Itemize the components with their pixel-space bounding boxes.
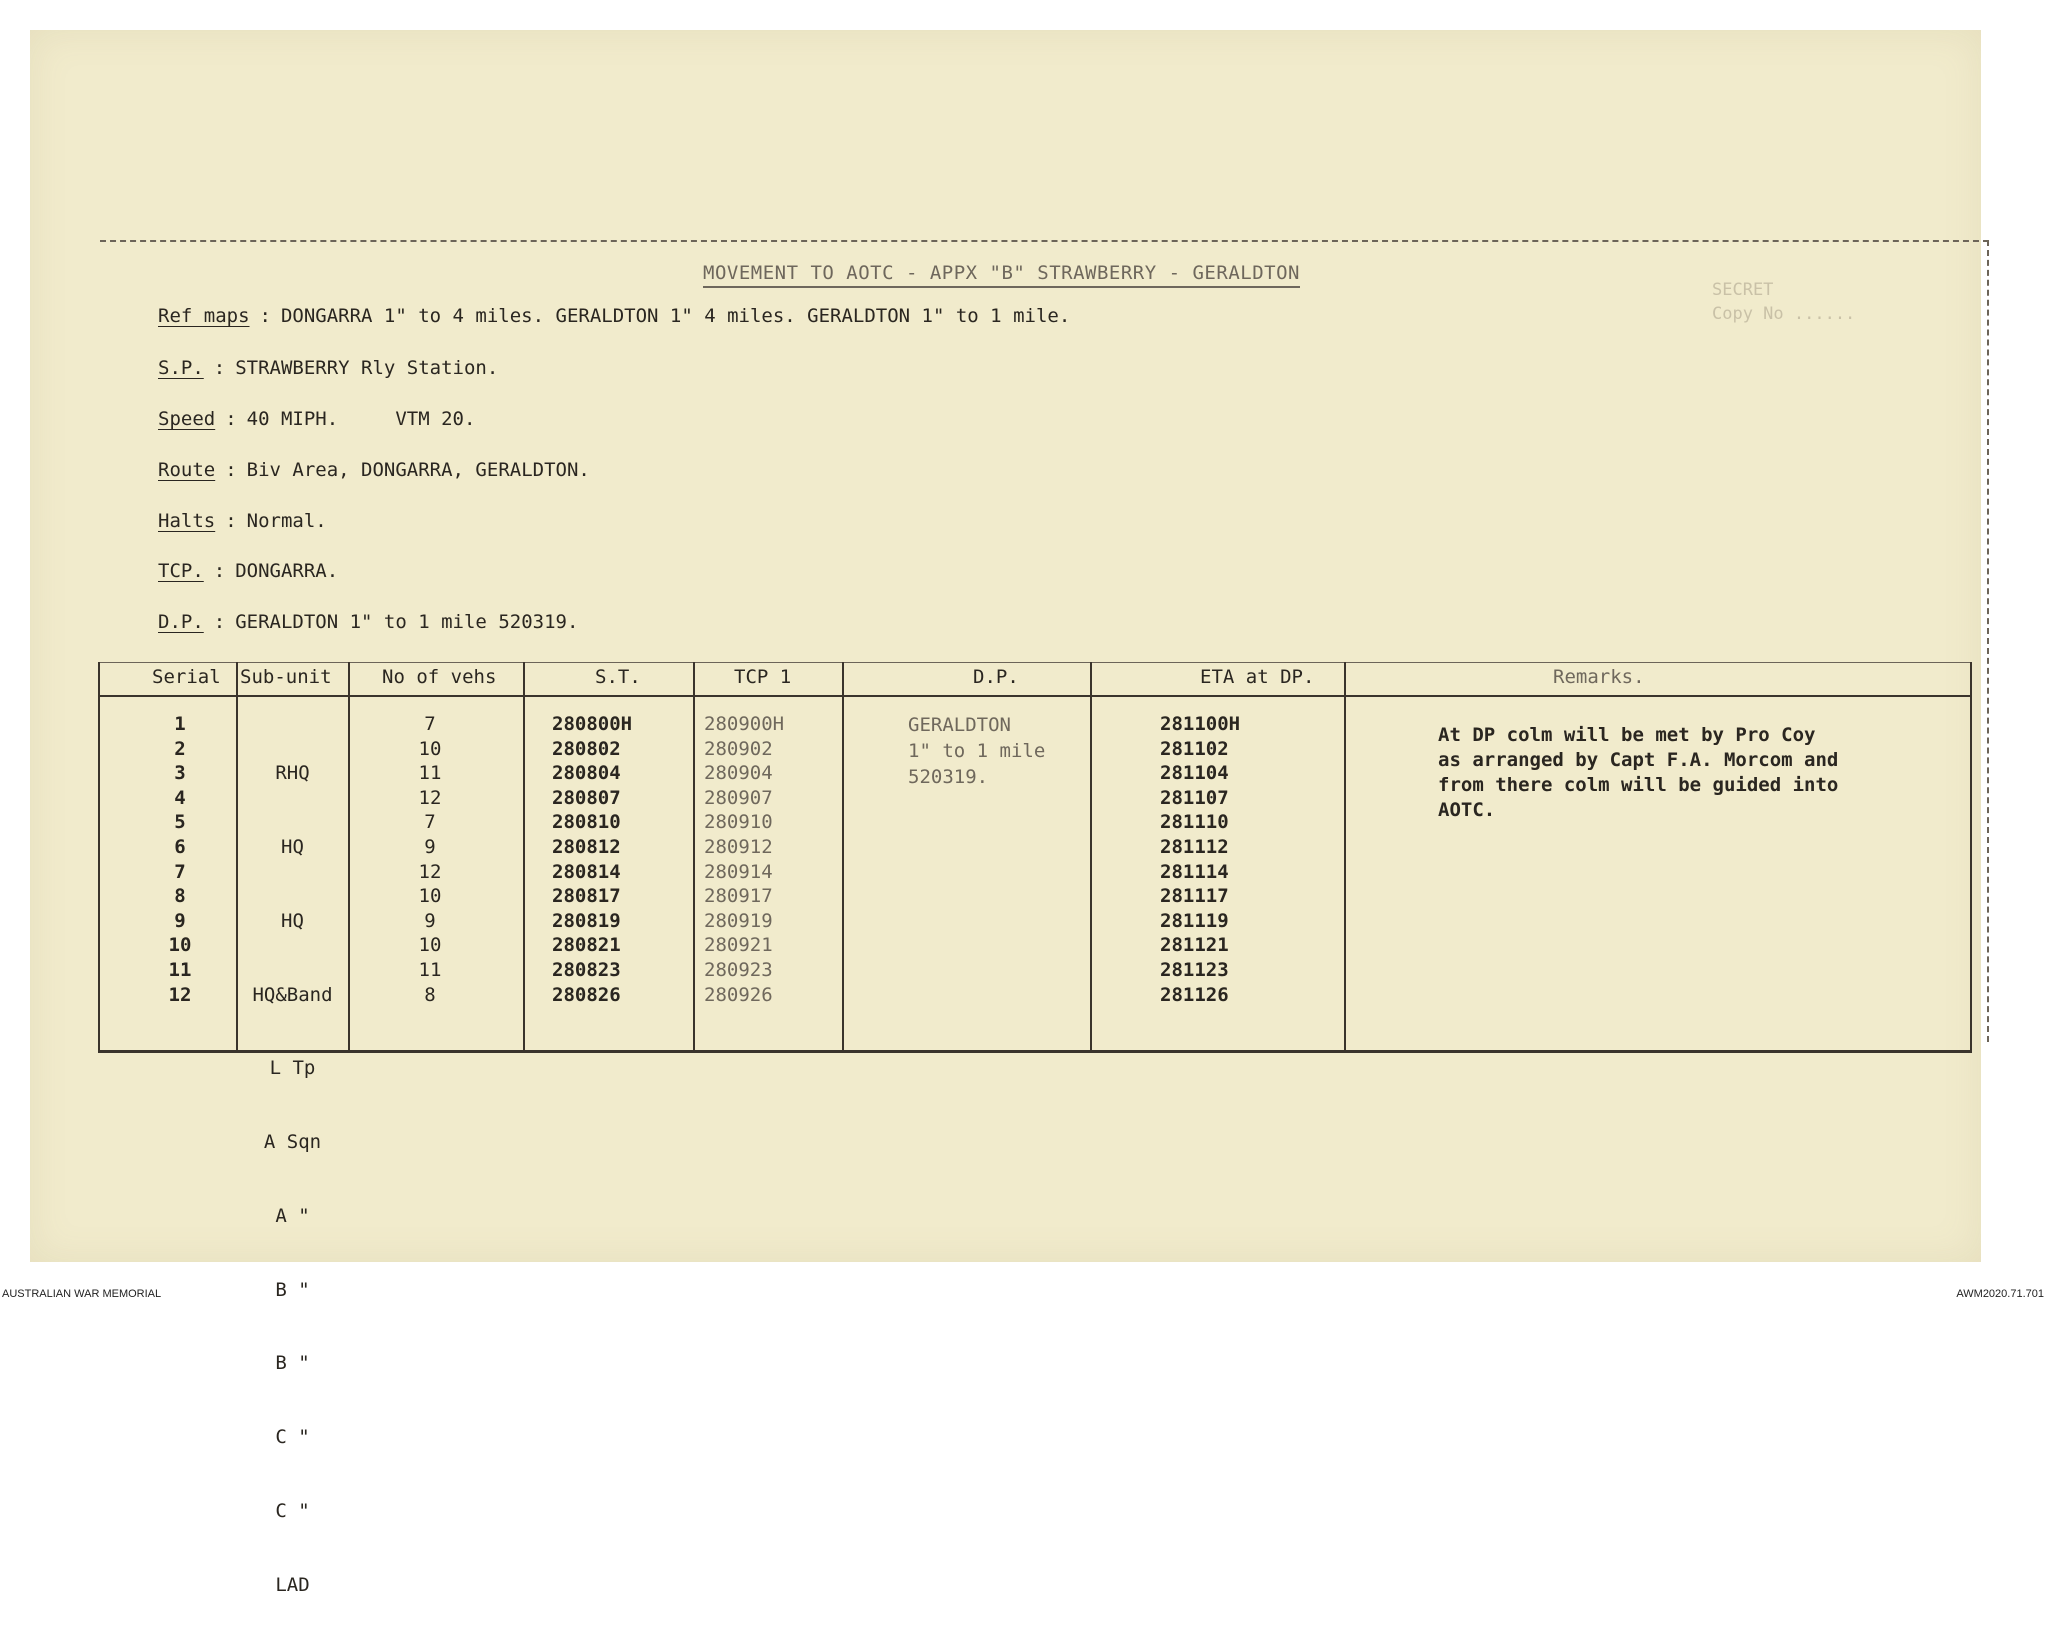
table-top-rule <box>98 662 1972 663</box>
cell-sub-unit: LAD <box>275 1573 310 1596</box>
copy-number-line: Copy No ...... <box>1712 304 1856 324</box>
table-header-rule <box>98 695 1972 697</box>
cell-eta: 281112 <box>1160 835 1229 858</box>
cell-sub-unit: HQ&Band <box>252 983 333 1006</box>
cell-eta: 281121 <box>1160 934 1229 957</box>
cell-start-time: 280812 <box>552 835 621 858</box>
field-label: TCP. <box>158 560 204 582</box>
cell-sub-unit: B " <box>275 1352 310 1375</box>
table-border-right <box>1970 662 1972 1052</box>
field-tcp: TCP. : DONGARRA. <box>158 560 339 582</box>
cell-start-time: 280823 <box>552 958 621 981</box>
field-ref-maps: Ref maps : DONGARRA 1" to 4 miles. GERALDTON 1" 4 miles. GERALDTON 1" to 1 mile. <box>158 305 1071 327</box>
cell-eta: 281100H <box>1160 713 1241 735</box>
column-divider <box>348 662 350 1052</box>
field-label: D.P. <box>158 611 204 633</box>
column-divider <box>842 662 844 1052</box>
cell-sub-unit: C " <box>275 1426 310 1449</box>
field-value: DONGARRA 1" to 4 miles. GERALDTON 1" 4 miles. GERALDTON 1" to 1 mile. <box>280 305 1071 327</box>
cell-sub-unit: HQ <box>281 909 304 932</box>
header-tcp-1: TCP 1 <box>734 666 792 688</box>
cell-sub-unit: A " <box>275 1204 310 1227</box>
cell-start-time: 280819 <box>552 909 621 932</box>
cell-eta: 281110 <box>1160 811 1229 834</box>
cell-tcp: 280902 <box>704 737 773 760</box>
cell-tcp: 280919 <box>704 909 773 932</box>
cell-serial: 9 <box>174 909 186 932</box>
cell-eta: 281119 <box>1160 909 1229 932</box>
field-value: STRAWBERRY Rly Station. <box>235 357 499 379</box>
table-bottom-rule <box>98 1050 1972 1053</box>
field-value: DONGARRA. <box>235 560 339 582</box>
cell-sub-unit: L Tp <box>269 1057 316 1080</box>
field-label: Ref maps <box>158 305 250 327</box>
cell-dp: 1" to 1 mile <box>908 740 1046 762</box>
cell-tcp: 280912 <box>704 835 773 858</box>
cell-eta: 281114 <box>1160 860 1229 883</box>
cell-vehicles: 7 <box>424 713 436 735</box>
cell-start-time: 280807 <box>552 786 621 809</box>
field-value: Biv Area, DONGARRA, GERALDTON. <box>246 459 590 481</box>
cell-vehicles: 8 <box>424 983 436 1006</box>
footer-accession-number: AWM2020.71.701 <box>1956 1288 2044 1300</box>
cell-vehicles: 11 <box>418 762 442 785</box>
column-divider <box>236 662 238 1052</box>
cell-tcp: 280907 <box>704 786 773 809</box>
dispersal-point-column <box>908 712 1045 790</box>
cell-serial: 3 <box>174 762 186 785</box>
serial-column <box>140 712 220 1007</box>
field-value: Normal. <box>246 510 327 532</box>
cell-tcp: 280921 <box>704 934 773 957</box>
cell-start-time: 280802 <box>552 737 621 760</box>
cell-vehicles: 7 <box>424 811 436 834</box>
field-label: Route <box>158 459 216 481</box>
cell-start-time: 280810 <box>552 811 621 834</box>
field-label: S.P. <box>158 357 204 379</box>
field-speed: Speed : 40 MIPH. VTM 20. <box>158 408 476 430</box>
start-time-column <box>552 712 632 1007</box>
header-dispersal-point: D.P. <box>973 666 1019 688</box>
header-serial: Serial <box>152 666 221 688</box>
cell-dp: 520319. <box>908 766 989 788</box>
cell-serial: 10 <box>168 934 192 957</box>
copy-number <box>1712 278 1855 326</box>
cell-sub-unit: HQ <box>281 835 304 858</box>
field-halts: Halts : Normal. <box>158 510 327 532</box>
field-label: Speed <box>158 408 216 430</box>
cell-tcp: 280914 <box>704 860 773 883</box>
vehicles-column <box>380 712 480 1007</box>
cell-vehicles: 10 <box>418 934 442 957</box>
cell-start-time: 280814 <box>552 860 621 883</box>
cell-sub-unit: B " <box>275 1278 310 1301</box>
header-no-of-vehicles: No of vehs <box>382 666 497 688</box>
cell-eta: 281123 <box>1160 958 1229 981</box>
cell-serial: 7 <box>174 860 186 883</box>
column-divider <box>693 662 695 1052</box>
field-value: GERALDTON 1" to 1 mile 520319. <box>235 611 579 633</box>
remarks-line: from there colm will be guided into <box>1438 774 1839 796</box>
column-divider <box>523 662 525 1052</box>
header-eta-at-dp: ETA at DP. <box>1200 666 1315 688</box>
cell-serial: 1 <box>174 713 186 735</box>
cell-start-time: 280800H <box>552 713 633 735</box>
field-label: Halts <box>158 510 216 532</box>
cell-tcp: 280904 <box>704 762 773 785</box>
eta-column <box>1160 712 1240 1007</box>
column-divider <box>1090 662 1092 1052</box>
field-value: 40 MIPH. VTM 20. <box>246 408 476 430</box>
header-remarks: Remarks. <box>1553 666 1645 688</box>
cell-vehicles: 10 <box>418 885 442 908</box>
cell-start-time: 280817 <box>552 885 621 908</box>
cell-vehicles: 9 <box>424 909 436 932</box>
cell-vehicles: 10 <box>418 737 442 760</box>
remarks-line: At DP colm will be met by Pro Coy <box>1438 724 1816 746</box>
tcp-column <box>704 712 784 1007</box>
header-sub-unit: Sub-unit <box>240 666 332 688</box>
cell-vehicles: 12 <box>418 786 442 809</box>
cell-serial: 12 <box>168 983 192 1006</box>
cell-tcp: 280917 <box>704 885 773 908</box>
cell-serial: 4 <box>174 786 186 809</box>
cell-dp: GERALDTON <box>908 714 1011 736</box>
cell-start-time: 280804 <box>552 762 621 785</box>
field-route: Route : Biv Area, DONGARRA, GERALDTON. <box>158 459 590 481</box>
cell-sub-unit: C " <box>275 1500 310 1522</box>
cell-tcp: 280923 <box>704 958 773 981</box>
cell-start-time: 280821 <box>552 934 621 957</box>
cell-tcp: 280926 <box>704 983 773 1006</box>
remarks-line: as arranged by Capt F.A. Morcom and <box>1438 749 1839 771</box>
header-start-time: S.T. <box>595 666 641 688</box>
cell-vehicles: 12 <box>418 860 442 883</box>
cell-serial: 6 <box>174 835 186 858</box>
cell-sub-unit: RHQ <box>275 762 310 785</box>
table-border-left <box>98 662 100 1052</box>
cell-eta: 281126 <box>1160 983 1229 1006</box>
cell-vehicles: 9 <box>424 835 436 858</box>
sub-unit-column <box>240 712 345 1647</box>
cell-eta: 281104 <box>1160 762 1229 785</box>
cell-sub-unit: A Sqn <box>263 1131 322 1154</box>
cell-tcp: 280910 <box>704 811 773 834</box>
cell-eta: 281102 <box>1160 737 1229 760</box>
cell-start-time: 280826 <box>552 983 621 1006</box>
cell-serial: 5 <box>174 811 186 834</box>
cell-vehicles: 11 <box>418 958 442 981</box>
column-divider <box>1344 662 1346 1052</box>
field-dispersal-point: D.P. : GERALDTON 1" to 1 mile 520319. <box>158 611 579 633</box>
cell-serial: 2 <box>174 737 186 760</box>
footer-source: AUSTRALIAN WAR MEMORIAL <box>2 1288 162 1300</box>
cell-tcp: 280900H <box>704 713 785 735</box>
remarks-cell <box>1438 723 1838 823</box>
document-title: MOVEMENT TO AOTC - APPX "B" STRAWBERRY - GERALDTON <box>703 262 1300 288</box>
cell-serial: 8 <box>174 885 186 908</box>
remarks-line: AOTC. <box>1438 799 1496 821</box>
cell-eta: 281117 <box>1160 885 1229 908</box>
cell-eta: 281107 <box>1160 786 1229 809</box>
cell-serial: 11 <box>168 958 192 981</box>
security-classification: SECRET <box>1712 280 1774 300</box>
field-start-point: S.P. : STRAWBERRY Rly Station. <box>158 357 499 379</box>
